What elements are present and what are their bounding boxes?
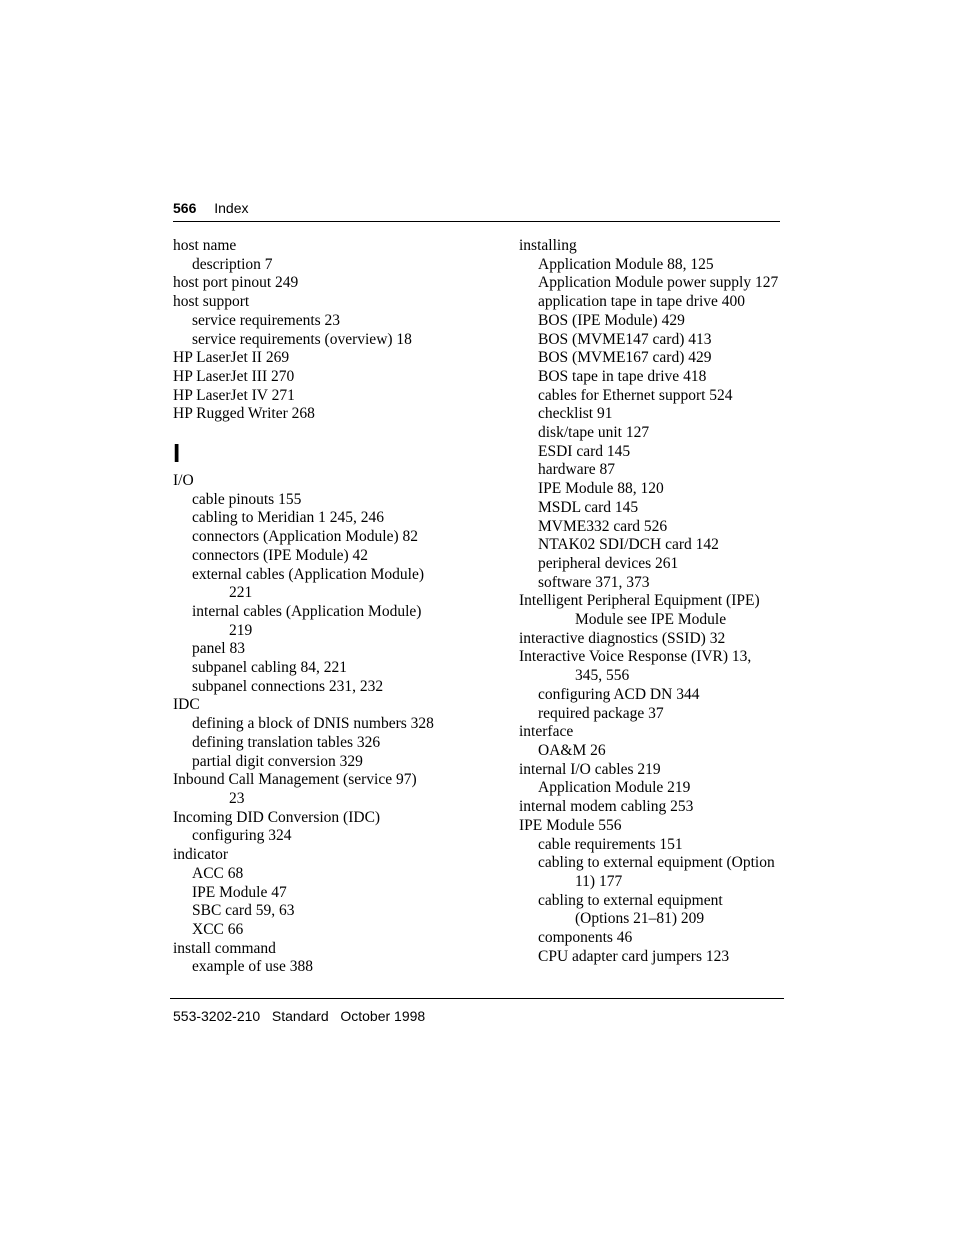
index-entry-continuation: 345, 556	[575, 667, 630, 685]
index-subentry: Application Module power supply 127	[538, 274, 779, 292]
index-subentry: connectors (Application Module) 82	[192, 528, 418, 546]
index-entry: install command	[173, 939, 276, 957]
index-entry: I/O	[173, 472, 194, 490]
index-subentry: description 7	[192, 255, 273, 273]
index-subentry: IPE Module 88, 120	[538, 480, 664, 498]
index-subentry: Application Module 88, 125	[538, 255, 714, 273]
index-entry: HP LaserJet III 270	[173, 367, 295, 385]
index-subentry: hardware 87	[538, 461, 616, 479]
index-subentry: application tape in tape drive 400	[538, 293, 746, 311]
index-entry: host support	[173, 293, 250, 311]
index-entry: IPE Module 556	[519, 816, 622, 834]
index-subentry: disk/tape unit 127	[538, 424, 650, 442]
index-subentry: example of use 388	[192, 958, 313, 976]
index-entry-continuation: 23	[229, 789, 245, 807]
index-subentry: OA&M 26	[538, 741, 606, 759]
index-subentry: checklist 91	[538, 405, 613, 423]
index-subentry: NTAK02 SDI/DCH card 142	[538, 536, 719, 554]
index-group-i	[173, 472, 503, 977]
index-subentry: cabling to external equipment (Option	[538, 854, 775, 872]
index-column-left	[173, 237, 503, 977]
index-subentry: external cables (Application Module)	[192, 565, 424, 583]
index-entry: HP Rugged Writer 268	[173, 405, 315, 423]
section-letter-heading: I	[173, 438, 181, 469]
index-subentry: ACC 68	[192, 864, 244, 882]
index-subentry: components 46	[538, 929, 633, 947]
index-subentry: service requirements (overview) 18	[192, 330, 412, 348]
index-entry: HP LaserJet IV 271	[173, 386, 295, 404]
index-column-right	[519, 237, 789, 966]
index-entry-continuation: 11) 177	[575, 872, 623, 890]
index-subentry: defining a block of DNIS numbers 328	[192, 715, 434, 733]
index-subentry: cable requirements 151	[538, 835, 683, 853]
index-subentry: required package 37	[538, 704, 664, 722]
index-entry: installing	[519, 237, 577, 254]
index-subentry: BOS (MVME167 card) 429	[538, 349, 712, 367]
index-subentry: partial digit conversion 329	[192, 752, 363, 770]
header-title: Index	[214, 200, 249, 216]
index-subentry: MSDL card 145	[538, 498, 639, 516]
index-subentry: configuring ACD DN 344	[538, 685, 700, 703]
index-subentry: cabling to external equipment	[538, 891, 723, 909]
index-entry: interface	[519, 723, 574, 741]
index-subentry: SBC card 59, 63	[192, 902, 295, 920]
page-footer: 553-3202-210 Standard October 1998	[173, 1008, 426, 1024]
index-entry: Intelligent Peripheral Equipment (IPE)	[519, 592, 760, 610]
index-group-i-continued	[519, 237, 789, 966]
index-entry: internal I/O cables 219	[519, 760, 661, 778]
index-entry: interactive diagnostics (SSID) 32	[519, 629, 726, 647]
index-subentry: subpanel connections 231, 232	[192, 677, 384, 695]
index-entry-continuation: 219	[229, 621, 253, 639]
index-entry-continuation: 221	[229, 584, 253, 602]
index-subentry: XCC 66	[192, 920, 244, 938]
index-subentry: panel 83	[192, 640, 245, 658]
index-entry: host port pinout 249	[173, 274, 299, 292]
index-subentry: peripheral devices 261	[538, 554, 679, 572]
index-entry: HP LaserJet II 269	[173, 349, 290, 367]
page-number: 566	[173, 200, 197, 216]
index-entry: host name	[173, 237, 237, 254]
footer-rule	[170, 998, 784, 999]
index-entry: Inbound Call Management (service 97)	[173, 771, 417, 789]
index-group-h	[173, 237, 503, 424]
index-subentry: BOS tape in tape drive 418	[538, 367, 707, 385]
index-subentry: subpanel cabling 84, 221	[192, 659, 347, 677]
index-subentry: configuring 324	[192, 827, 292, 845]
index-subentry: service requirements 23	[192, 311, 341, 329]
index-subentry: defining translation tables 326	[192, 733, 381, 751]
index-entry-continuation: (Options 21–81) 209	[575, 910, 705, 928]
index-subentry: IPE Module 47	[192, 883, 287, 901]
index-subentry: cables for Ethernet support 524	[538, 386, 733, 404]
index-subentry: MVME332 card 526	[538, 517, 668, 535]
index-subentry: internal cables (Application Module)	[192, 602, 422, 620]
index-subentry: cable pinouts 155	[192, 490, 302, 508]
index-subentry: software 371, 373	[538, 573, 650, 591]
header-rule	[173, 221, 780, 222]
index-subentry: Application Module 219	[538, 779, 691, 797]
index-subentry: CPU adapter card jumpers 123	[538, 947, 730, 965]
index-subentry: ESDI card 145	[538, 442, 631, 460]
index-subentry: connectors (IPE Module) 42	[192, 546, 369, 564]
index-entry: Interactive Voice Response (IVR) 13,	[519, 648, 752, 666]
index-entry: Incoming DID Conversion (IDC)	[173, 808, 381, 826]
index-entry: IDC	[173, 696, 200, 714]
index-subentry: BOS (MVME147 card) 413	[538, 330, 712, 348]
index-subentry: cabling to Meridian 1 245, 246	[192, 509, 384, 527]
index-entry-continuation: Module see IPE Module	[575, 611, 727, 629]
index-subentry: BOS (IPE Module) 429	[538, 311, 685, 329]
index-entry: indicator	[173, 846, 229, 864]
page-header	[173, 200, 249, 217]
index-entry: internal modem cabling 253	[519, 798, 694, 816]
